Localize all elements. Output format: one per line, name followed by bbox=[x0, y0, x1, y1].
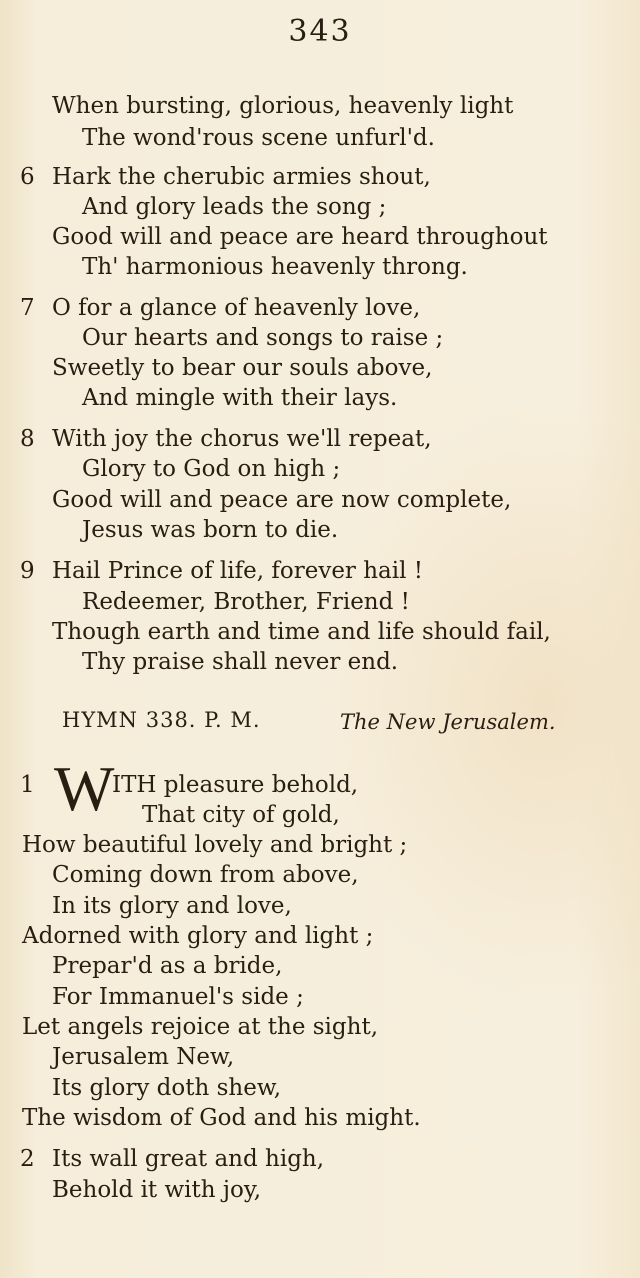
verse-number: 8 bbox=[20, 426, 35, 452]
verse-line: Let angels rejoice at the sight, bbox=[22, 1014, 379, 1040]
verse-line: With joy the chorus we'll repeat, bbox=[52, 426, 432, 452]
verse-line: Th' harmonious heavenly throng. bbox=[82, 254, 468, 280]
verse-number: 1 bbox=[20, 772, 35, 798]
verse-number: 2 bbox=[20, 1146, 35, 1172]
verse-line: Hark the cherubic armies shout, bbox=[52, 164, 431, 190]
drop-cap: W bbox=[54, 753, 115, 824]
hymn-heading: HYMN 338. P. M. bbox=[62, 708, 261, 732]
verse-line: Behold it with joy, bbox=[52, 1177, 262, 1203]
verse-line: For Immanuel's side ; bbox=[52, 984, 304, 1010]
verse-line: Jerusalem New, bbox=[52, 1044, 235, 1070]
verse-line: And mingle with their lays. bbox=[82, 385, 398, 411]
verse-line: O for a glance of heavenly love, bbox=[52, 295, 421, 321]
verse-line: Prepar'd as a bride, bbox=[52, 953, 283, 979]
verse-line: That city of gold, bbox=[142, 802, 340, 828]
verse-line: When bursting, glorious, heavenly light bbox=[52, 93, 514, 119]
verse-line: How beautiful lovely and bright ; bbox=[22, 832, 408, 858]
verse-line: ITH pleasure behold, bbox=[112, 772, 359, 798]
verse-line: Jesus was born to die. bbox=[82, 517, 339, 543]
verse-line: And glory leads the song ; bbox=[82, 194, 387, 220]
verse-line: Thy praise shall never end. bbox=[82, 649, 399, 675]
page-number: 343 bbox=[288, 14, 352, 49]
verse-line: Our hearts and songs to raise ; bbox=[82, 325, 444, 351]
verse-number: 7 bbox=[20, 295, 35, 321]
verse-line: Hail Prince of life, forever hail ! bbox=[52, 558, 424, 584]
verse-line: Redeemer, Brother, Friend ! bbox=[82, 589, 410, 615]
verse-line: Its wall great and high, bbox=[52, 1146, 325, 1172]
verse-line: Sweetly to bear our souls above, bbox=[52, 355, 433, 381]
verse-line: The wisdom of God and his might. bbox=[22, 1105, 421, 1131]
verse-line: Glory to God on high ; bbox=[82, 456, 341, 482]
verse-line: Good will and peace are heard throughout bbox=[52, 224, 548, 250]
verse-line: In its glory and love, bbox=[52, 893, 292, 919]
verse-line: Coming down from above, bbox=[52, 862, 359, 888]
verse-line: Its glory doth shew, bbox=[52, 1075, 282, 1101]
verse-number: 9 bbox=[20, 558, 35, 584]
hymn-subtitle: The New Jerusalem. bbox=[340, 710, 556, 734]
verse-line: Adorned with glory and light ; bbox=[22, 923, 374, 949]
verse-line: Good will and peace are now complete, bbox=[52, 487, 512, 513]
verse-line: The wond'rous scene unfurl'd. bbox=[82, 125, 435, 151]
verse-line: Though earth and time and life should fail, bbox=[52, 619, 551, 645]
verse-number: 6 bbox=[20, 164, 35, 190]
